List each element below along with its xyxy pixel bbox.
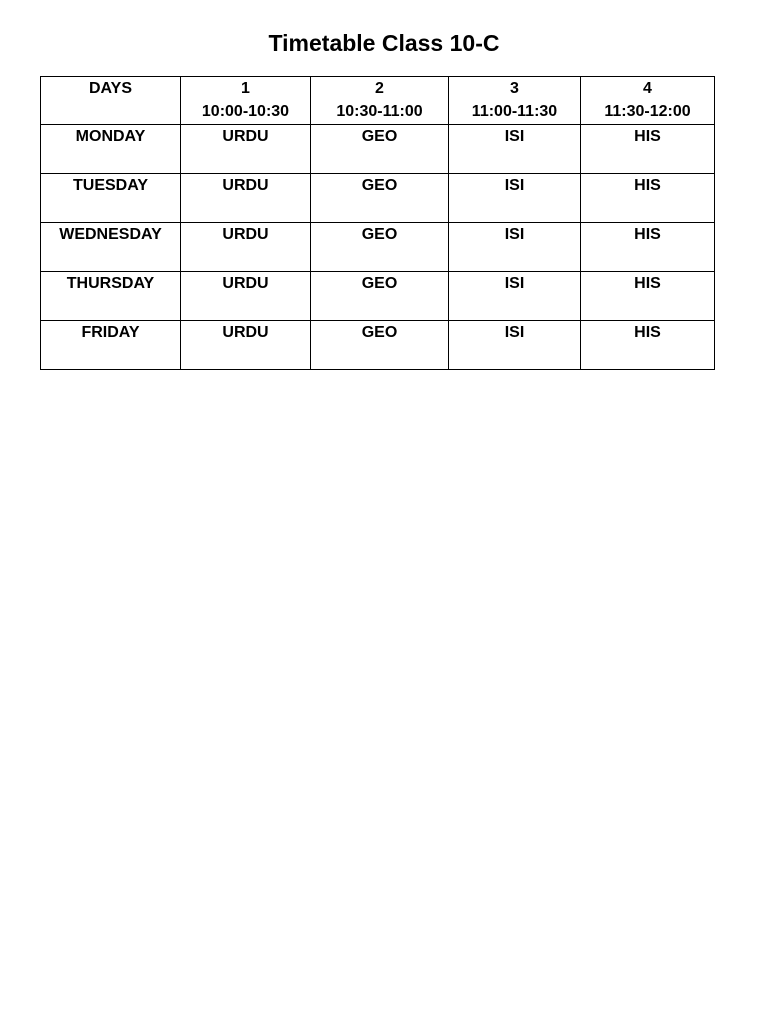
subject-cell: URDU <box>181 174 311 223</box>
table-row <box>41 272 715 321</box>
subject-cell: ISI <box>449 272 581 321</box>
day-cell: THURSDAY <box>41 272 181 321</box>
table-row <box>41 223 715 272</box>
subject-cell: ISI <box>449 125 581 174</box>
subject-cell: HIS <box>581 174 715 223</box>
period-header-4 <box>581 77 715 125</box>
period-header-3 <box>449 77 581 125</box>
subject-cell: GEO <box>311 321 449 370</box>
period-time: 10:00-10:30 <box>201 103 290 120</box>
subject-cell: HIS <box>581 223 715 272</box>
subject-cell: URDU <box>181 321 311 370</box>
period-number: 1 <box>241 80 250 97</box>
subject-cell: GEO <box>311 174 449 223</box>
period-number: 2 <box>375 80 384 97</box>
period-number: 3 <box>510 80 519 97</box>
header-row <box>41 77 715 125</box>
subject-cell: ISI <box>449 223 581 272</box>
period-time: 10:30-11:00 <box>336 103 423 120</box>
subject-cell: GEO <box>311 272 449 321</box>
table-row <box>41 174 715 223</box>
subject-cell: HIS <box>581 321 715 370</box>
subject-cell: GEO <box>311 223 449 272</box>
period-header-1 <box>181 77 311 125</box>
day-cell: MONDAY <box>41 125 181 174</box>
period-time: 11:00-11:30 <box>471 103 558 120</box>
timetable <box>40 76 715 370</box>
subject-cell: ISI <box>449 174 581 223</box>
period-header-2 <box>311 77 449 125</box>
subject-cell: GEO <box>311 125 449 174</box>
table-row <box>41 125 715 174</box>
day-cell: FRIDAY <box>41 321 181 370</box>
page-title: Timetable Class 10-C <box>268 30 500 56</box>
subject-cell: URDU <box>181 223 311 272</box>
day-cell: WEDNESDAY <box>41 223 181 272</box>
subject-cell: URDU <box>181 125 311 174</box>
days-header: DAYS <box>41 77 181 125</box>
table-row <box>41 321 715 370</box>
subject-cell: ISI <box>449 321 581 370</box>
day-cell: TUESDAY <box>41 174 181 223</box>
subject-cell: HIS <box>581 125 715 174</box>
period-number: 4 <box>643 80 652 97</box>
subject-cell: URDU <box>181 272 311 321</box>
subject-cell: HIS <box>581 272 715 321</box>
period-time: 11:30-12:00 <box>604 103 691 120</box>
